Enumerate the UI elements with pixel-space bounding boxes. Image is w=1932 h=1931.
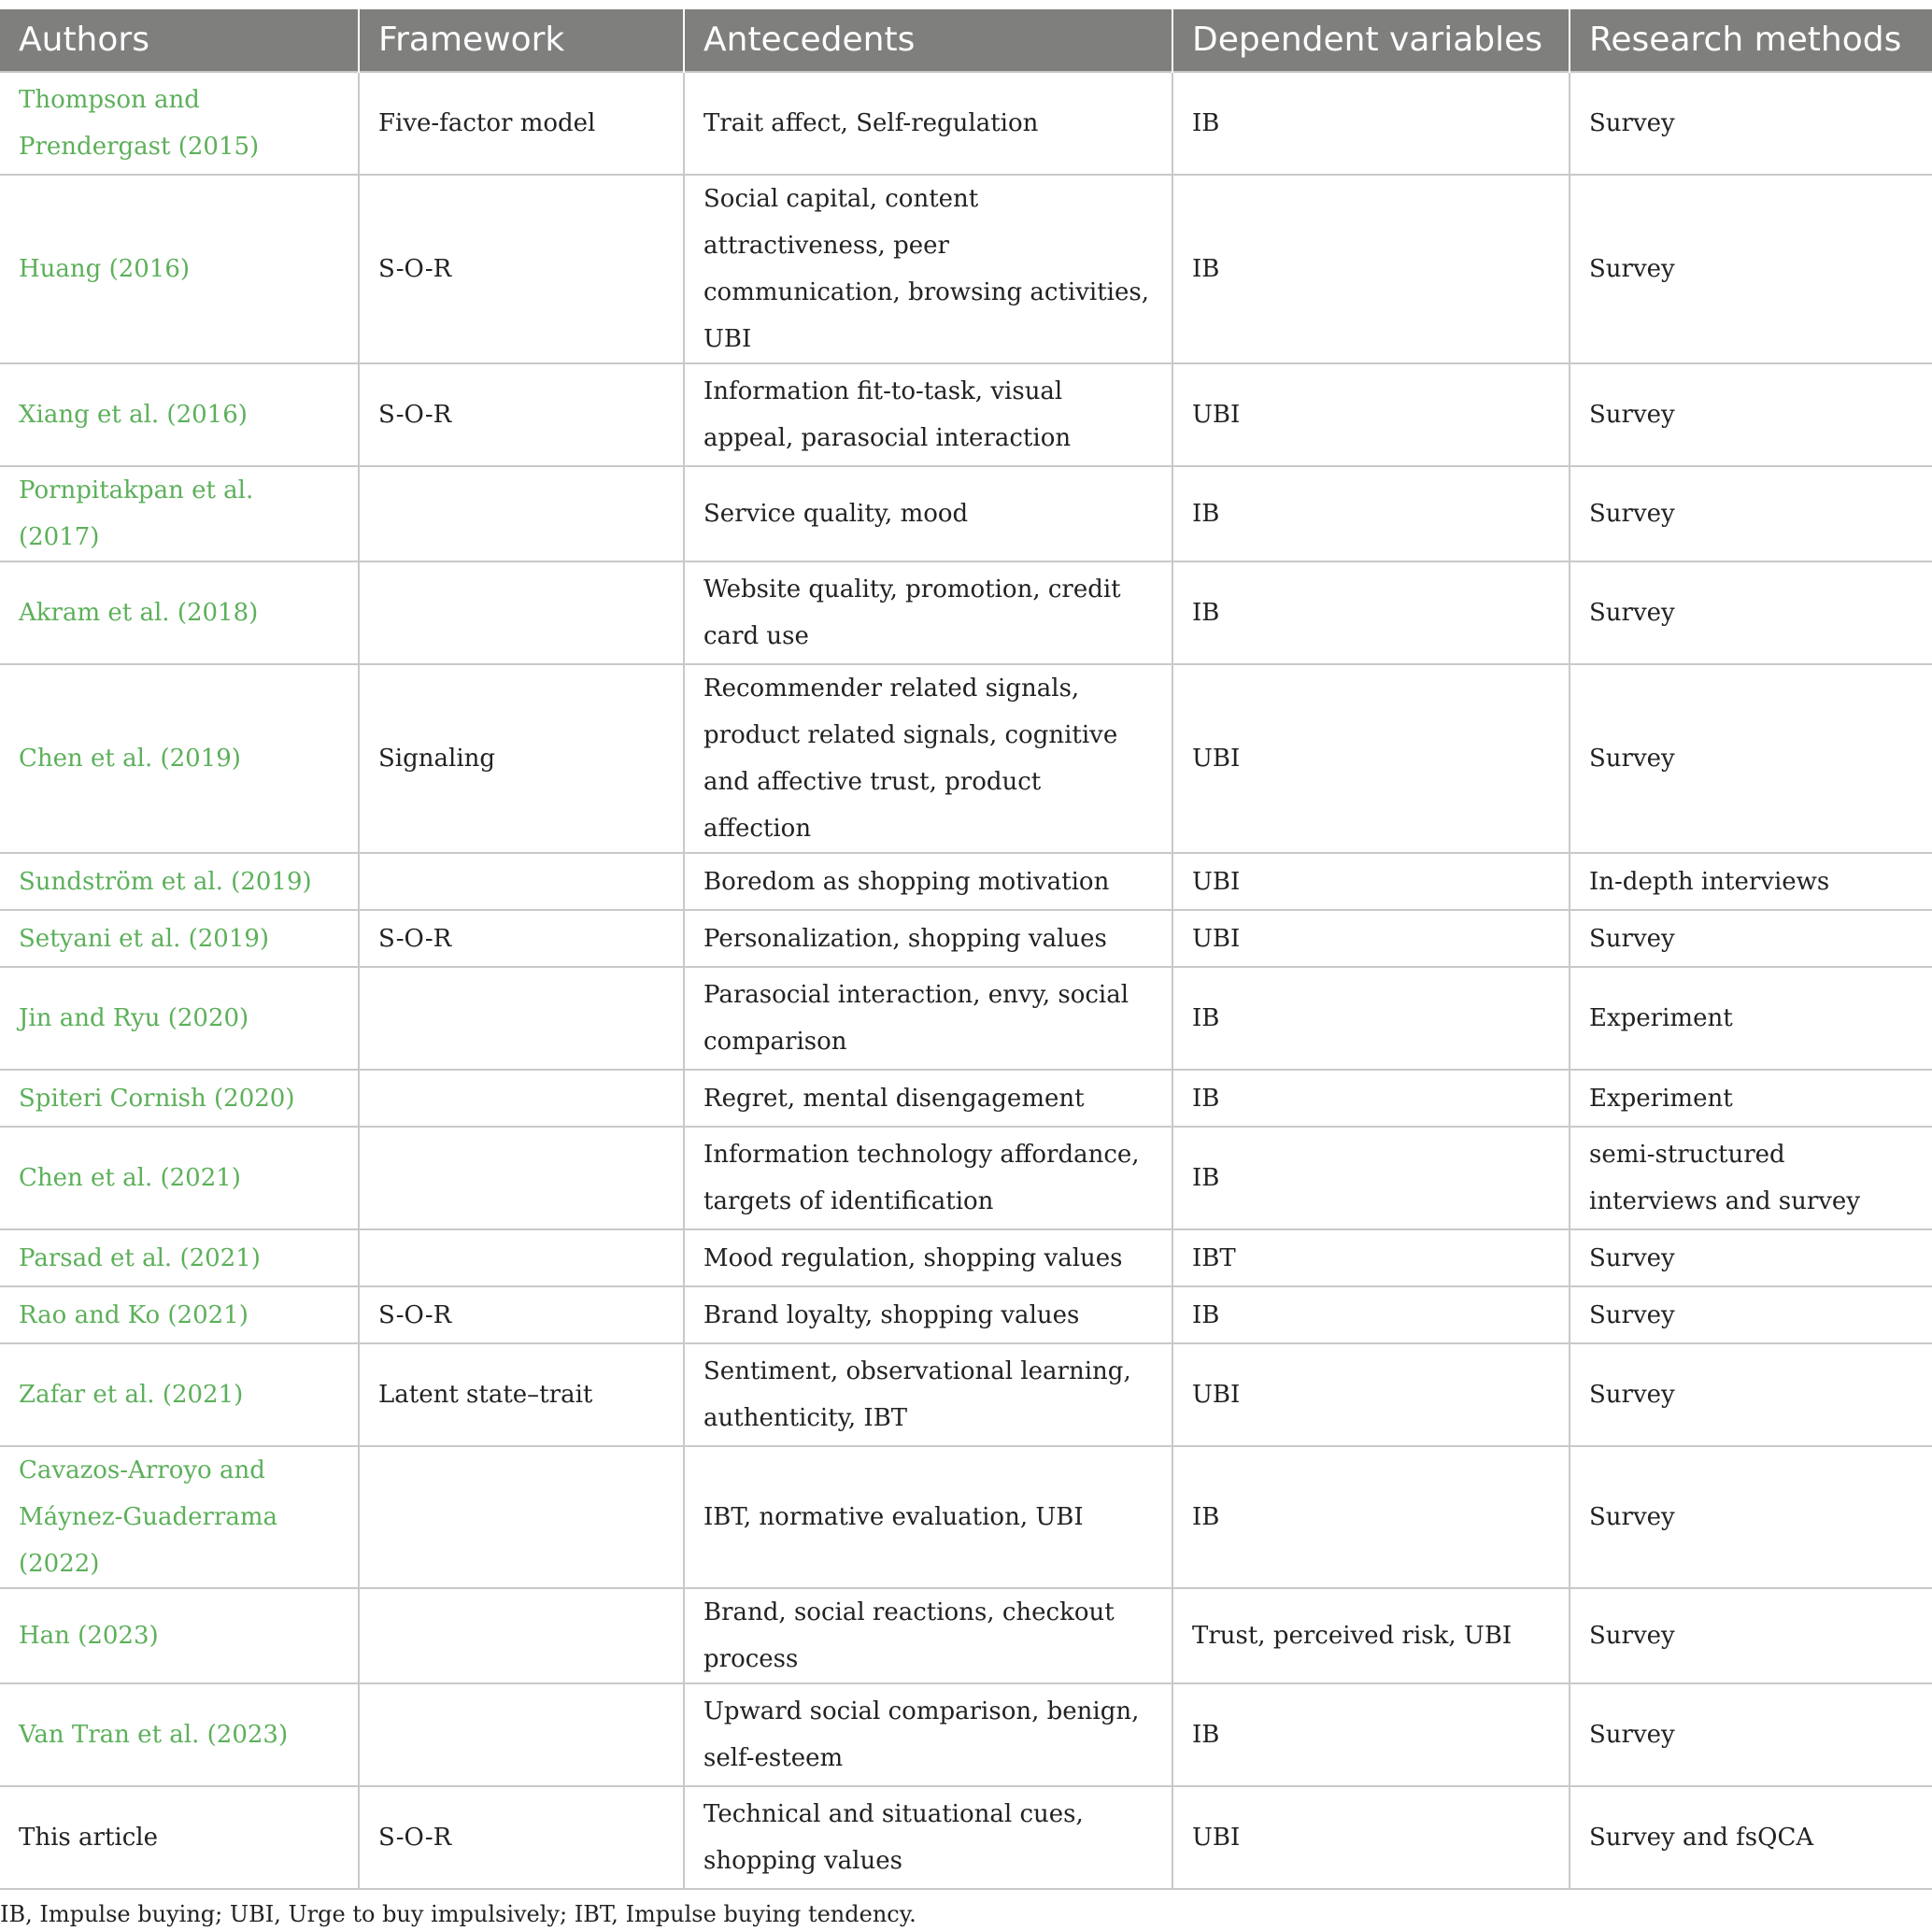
cell-research-methods: Survey and fsQCA: [1570, 1786, 1932, 1889]
cell-authors[interactable]: Akram et al. (2018): [0, 561, 359, 664]
table-row: [0, 1343, 1932, 1446]
cell-authors[interactable]: Jin and Ryu (2020): [0, 967, 359, 1070]
cell-dependent-variables: IB: [1172, 967, 1570, 1070]
cell-dependent-variables: IB: [1172, 1286, 1570, 1343]
table-header: [0, 9, 1932, 72]
literature-table-container: [0, 9, 1932, 1931]
table-row: [0, 561, 1932, 664]
cell-research-methods: Survey: [1570, 72, 1932, 175]
cell-dependent-variables: IB: [1172, 1446, 1570, 1588]
cell-antecedents: IBT, normative evaluation, UBI: [684, 1446, 1172, 1588]
header-antecedents: Antecedents: [684, 9, 1172, 72]
cell-dependent-variables: UBI: [1172, 853, 1570, 910]
cell-antecedents: Personalization, shopping values: [684, 910, 1172, 967]
cell-dependent-variables: IBT: [1172, 1229, 1570, 1286]
cell-research-methods: Survey: [1570, 1229, 1932, 1286]
cell-authors[interactable]: Setyani et al. (2019): [0, 910, 359, 967]
cell-dependent-variables: IB: [1172, 1683, 1570, 1786]
cell-research-methods: Survey: [1570, 1446, 1932, 1588]
cell-framework: [359, 1588, 684, 1683]
cell-dependent-variables: UBI: [1172, 910, 1570, 967]
cell-research-methods: Survey: [1570, 664, 1932, 853]
cell-antecedents: Technical and situational cues, shopping values: [684, 1786, 1172, 1889]
cell-antecedents: Recommender related signals, product related signals, cognitive and affective trust, product affection: [684, 664, 1172, 853]
cell-authors[interactable]: Zafar et al. (2021): [0, 1343, 359, 1446]
cell-authors[interactable]: Xiang et al. (2016): [0, 363, 359, 466]
cell-framework: [359, 1683, 684, 1786]
cell-framework: [359, 561, 684, 664]
cell-dependent-variables: IB: [1172, 561, 1570, 664]
cell-framework: [359, 466, 684, 561]
cell-dependent-variables: IB: [1172, 72, 1570, 175]
header-authors: Authors: [0, 9, 359, 72]
cell-authors[interactable]: Sundström et al. (2019): [0, 853, 359, 910]
cell-research-methods: Survey: [1570, 175, 1932, 363]
cell-dependent-variables: IB: [1172, 1127, 1570, 1229]
table-footnote: IB, Impulse buying; UBI, Urge to buy impulsively; IBT, Impulse buying tendency.: [0, 1901, 916, 1927]
table-row: [0, 1127, 1932, 1229]
cell-framework: S-O-R: [359, 910, 684, 967]
cell-dependent-variables: UBI: [1172, 1786, 1570, 1889]
cell-antecedents: Sentiment, observational learning, authenticity, IBT: [684, 1343, 1172, 1446]
literature-review-table: [0, 9, 1932, 1890]
cell-framework: [359, 1446, 684, 1588]
cell-research-methods: Survey: [1570, 1588, 1932, 1683]
cell-authors[interactable]: Rao and Ko (2021): [0, 1286, 359, 1343]
cell-authors[interactable]: Parsad et al. (2021): [0, 1229, 359, 1286]
cell-authors[interactable]: Van Tran et al. (2023): [0, 1683, 359, 1786]
cell-framework: [359, 853, 684, 910]
table-row: [0, 910, 1932, 967]
cell-antecedents: Information fit-to-task, visual appeal, parasocial interaction: [684, 363, 1172, 466]
table-row: [0, 1588, 1932, 1683]
table-row: [0, 664, 1932, 853]
cell-antecedents: Mood regulation, shopping values: [684, 1229, 1172, 1286]
cell-dependent-variables: UBI: [1172, 664, 1570, 853]
cell-authors[interactable]: Han (2023): [0, 1588, 359, 1683]
table-row: [0, 1229, 1932, 1286]
cell-research-methods: In-depth interviews: [1570, 853, 1932, 910]
cell-antecedents: Social capital, content attractiveness, peer communication, browsing activities, UBI: [684, 175, 1172, 363]
header-dependent-variables: Dependent variables: [1172, 9, 1570, 72]
cell-dependent-variables: IB: [1172, 175, 1570, 363]
cell-research-methods: Survey: [1570, 363, 1932, 466]
cell-framework: [359, 1229, 684, 1286]
cell-antecedents: Parasocial interaction, envy, social comparison: [684, 967, 1172, 1070]
cell-dependent-variables: Trust, perceived risk, UBI: [1172, 1588, 1570, 1683]
cell-framework: S-O-R: [359, 363, 684, 466]
cell-authors[interactable]: Pornpitakpan et al. (2017): [0, 466, 359, 561]
cell-research-methods: Experiment: [1570, 967, 1932, 1070]
table-row: [0, 363, 1932, 466]
table-row: [0, 1446, 1932, 1588]
table-row: [0, 1786, 1932, 1889]
table-row: [0, 466, 1932, 561]
cell-research-methods: Survey: [1570, 561, 1932, 664]
cell-framework: Signaling: [359, 664, 684, 853]
cell-framework: S-O-R: [359, 1786, 684, 1889]
cell-antecedents: Boredom as shopping motivation: [684, 853, 1172, 910]
cell-framework: [359, 1070, 684, 1127]
cell-dependent-variables: IB: [1172, 1070, 1570, 1127]
header-framework: Framework: [359, 9, 684, 72]
cell-authors[interactable]: Huang (2016): [0, 175, 359, 363]
cell-antecedents: Brand loyalty, shopping values: [684, 1286, 1172, 1343]
cell-research-methods: Survey: [1570, 1683, 1932, 1786]
cell-authors[interactable]: Spiteri Cornish (2020): [0, 1070, 359, 1127]
cell-dependent-variables: UBI: [1172, 1343, 1570, 1446]
cell-antecedents: Trait affect, Self-regulation: [684, 72, 1172, 175]
cell-research-methods: Survey: [1570, 1286, 1932, 1343]
cell-antecedents: Information technology affordance, targets of identification: [684, 1127, 1172, 1229]
table-row: [0, 72, 1932, 175]
table-row: [0, 175, 1932, 363]
cell-antecedents: Website quality, promotion, credit card use: [684, 561, 1172, 664]
cell-antecedents: Regret, mental disengagement: [684, 1070, 1172, 1127]
cell-framework: [359, 1127, 684, 1229]
cell-antecedents: Brand, social reactions, checkout process: [684, 1588, 1172, 1683]
header-row: [0, 9, 1932, 72]
cell-framework: Latent state–trait: [359, 1343, 684, 1446]
table-row: [0, 967, 1932, 1070]
cell-authors[interactable]: Thompson and Prendergast (2015): [0, 72, 359, 175]
cell-authors[interactable]: Chen et al. (2021): [0, 1127, 359, 1229]
cell-antecedents: Service quality, mood: [684, 466, 1172, 561]
table-body: [0, 72, 1932, 1889]
cell-research-methods: Survey: [1570, 910, 1932, 967]
cell-research-methods: Survey: [1570, 1343, 1932, 1446]
cell-antecedents: Upward social comparison, benign, self-esteem: [684, 1683, 1172, 1786]
cell-authors[interactable]: Cavazos-Arroyo and Máynez-Guaderrama (2022): [0, 1446, 359, 1588]
cell-framework: Five-factor model: [359, 72, 684, 175]
cell-authors: This article: [0, 1786, 359, 1889]
cell-dependent-variables: IB: [1172, 466, 1570, 561]
header-research-methods: Research methods: [1570, 9, 1932, 72]
cell-framework: [359, 967, 684, 1070]
cell-research-methods: semi-structured interviews and survey: [1570, 1127, 1932, 1229]
cell-dependent-variables: UBI: [1172, 363, 1570, 466]
cell-research-methods: Experiment: [1570, 1070, 1932, 1127]
cell-authors[interactable]: Chen et al. (2019): [0, 664, 359, 853]
table-row: [0, 1286, 1932, 1343]
cell-framework: S-O-R: [359, 1286, 684, 1343]
table-row: [0, 1683, 1932, 1786]
cell-research-methods: Survey: [1570, 466, 1932, 561]
table-row: [0, 1070, 1932, 1127]
table-row: [0, 853, 1932, 910]
cell-framework: S-O-R: [359, 175, 684, 363]
